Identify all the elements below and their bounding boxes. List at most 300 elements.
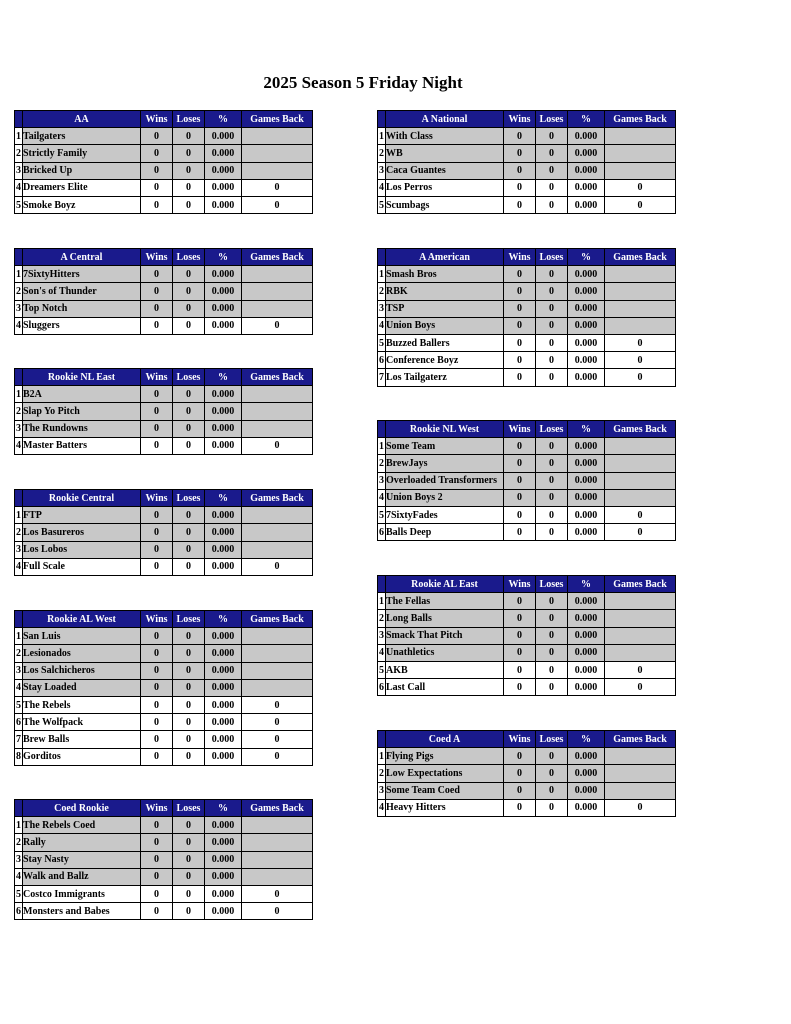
wins-cell: 0 — [504, 782, 536, 799]
percent-cell: 0.000 — [205, 817, 242, 834]
rank-cell: 2 — [15, 283, 23, 300]
games-back-cell — [242, 662, 313, 679]
team-name: Top Notch — [23, 300, 141, 317]
table-row — [378, 369, 676, 386]
percent-cell: 0.000 — [568, 748, 605, 765]
games-back-cell: 0 — [242, 903, 313, 920]
loses-cell: 0 — [536, 438, 568, 455]
rank-cell: 2 — [378, 610, 386, 627]
table-row — [378, 489, 676, 506]
percent-cell: 0.000 — [568, 283, 605, 300]
team-name: Los Salchicheros — [23, 662, 141, 679]
standings-table-rookie-al-east — [377, 575, 676, 696]
team-name: 7SixtyFades — [386, 506, 504, 523]
column-header-percent: % — [205, 490, 242, 507]
table-row — [378, 627, 676, 644]
loses-cell: 0 — [536, 266, 568, 283]
page-title: 2025 Season 5 Friday Night — [263, 73, 463, 92]
wins-cell: 0 — [141, 851, 173, 868]
loses-cell: 0 — [536, 369, 568, 386]
loses-cell: 0 — [173, 817, 205, 834]
percent-cell: 0.000 — [568, 266, 605, 283]
rank-cell: 4 — [378, 489, 386, 506]
games-back-cell — [242, 162, 313, 179]
column-header-wins: Wins — [504, 731, 536, 748]
table-row — [15, 868, 313, 885]
division-name: Rookie NL West — [386, 421, 504, 438]
percent-cell: 0.000 — [205, 403, 242, 420]
wins-cell: 0 — [504, 128, 536, 145]
division-name: Rookie AL East — [386, 576, 504, 593]
loses-cell: 0 — [536, 196, 568, 213]
games-back-cell: 0 — [605, 196, 676, 213]
rank-cell: 1 — [15, 386, 23, 403]
wins-cell: 0 — [504, 506, 536, 523]
standings-table-rookie-al-west — [14, 610, 313, 766]
rank-cell: 3 — [378, 782, 386, 799]
wins-cell: 0 — [141, 817, 173, 834]
table-row — [378, 334, 676, 351]
table-row — [378, 352, 676, 369]
column-header-games-back: Games Back — [605, 731, 676, 748]
rank-cell: 1 — [378, 266, 386, 283]
wins-cell: 0 — [141, 731, 173, 748]
percent-cell: 0.000 — [568, 610, 605, 627]
rank-cell: 5 — [15, 885, 23, 902]
rank-cell: 2 — [378, 455, 386, 472]
loses-cell: 0 — [173, 696, 205, 713]
loses-cell: 0 — [173, 162, 205, 179]
table-row — [15, 317, 313, 334]
percent-cell: 0.000 — [205, 283, 242, 300]
wins-cell: 0 — [141, 300, 173, 317]
percent-cell: 0.000 — [568, 179, 605, 196]
table-row — [378, 661, 676, 678]
rank-cell: 3 — [378, 300, 386, 317]
wins-cell: 0 — [141, 179, 173, 196]
rank-cell: 1 — [15, 628, 23, 645]
percent-cell: 0.000 — [205, 317, 242, 334]
header-rank-cell — [378, 731, 386, 748]
rank-cell: 6 — [378, 524, 386, 541]
wins-cell: 0 — [141, 524, 173, 541]
rank-cell: 2 — [15, 645, 23, 662]
percent-cell: 0.000 — [568, 455, 605, 472]
wins-cell: 0 — [504, 266, 536, 283]
percent-cell: 0.000 — [205, 196, 242, 213]
rank-cell: 3 — [15, 420, 23, 437]
loses-cell: 0 — [536, 317, 568, 334]
percent-cell: 0.000 — [205, 748, 242, 765]
wins-cell: 0 — [504, 799, 536, 816]
loses-cell: 0 — [536, 610, 568, 627]
team-name: Conference Boyz — [386, 352, 504, 369]
table-row — [15, 300, 313, 317]
table-row — [378, 765, 676, 782]
loses-cell: 0 — [173, 507, 205, 524]
table-row — [15, 179, 313, 196]
team-name: Smoke Boyz — [23, 196, 141, 213]
rank-cell: 6 — [378, 352, 386, 369]
games-back-cell: 0 — [242, 885, 313, 902]
header-rank-cell — [15, 369, 23, 386]
wins-cell: 0 — [141, 283, 173, 300]
rank-cell: 4 — [378, 179, 386, 196]
games-back-cell: 0 — [242, 731, 313, 748]
games-back-cell — [605, 748, 676, 765]
column-header-games-back: Games Back — [242, 490, 313, 507]
team-name: Last Call — [386, 679, 504, 696]
division-name: Rookie AL West — [23, 611, 141, 628]
games-back-cell — [242, 834, 313, 851]
games-back-cell: 0 — [242, 714, 313, 731]
games-back-cell — [242, 679, 313, 696]
standings-table-coed-a — [377, 730, 676, 817]
team-name: Some Team Coed — [386, 782, 504, 799]
games-back-cell — [605, 283, 676, 300]
team-name: Stay Nasty — [23, 851, 141, 868]
table-row — [15, 283, 313, 300]
wins-cell: 0 — [504, 661, 536, 678]
column-header-games-back: Games Back — [242, 111, 313, 128]
games-back-cell — [605, 438, 676, 455]
games-back-cell — [605, 644, 676, 661]
column-header-loses: Loses — [536, 731, 568, 748]
team-name: Smack That Pitch — [386, 627, 504, 644]
loses-cell: 0 — [536, 679, 568, 696]
standings-table-coed-rookie — [14, 799, 313, 920]
loses-cell: 0 — [173, 868, 205, 885]
team-name: 7SixtyHitters — [23, 266, 141, 283]
percent-cell: 0.000 — [205, 266, 242, 283]
wins-cell: 0 — [141, 403, 173, 420]
percent-cell: 0.000 — [568, 524, 605, 541]
table-row — [378, 438, 676, 455]
team-name: Rally — [23, 834, 141, 851]
column-header-games-back: Games Back — [242, 369, 313, 386]
percent-cell: 0.000 — [568, 334, 605, 351]
wins-cell: 0 — [141, 748, 173, 765]
percent-cell: 0.000 — [568, 300, 605, 317]
team-name: Buzzed Ballers — [386, 334, 504, 351]
percent-cell: 0.000 — [568, 472, 605, 489]
column-header-loses: Loses — [536, 111, 568, 128]
team-name: Full Scale — [23, 558, 141, 575]
rank-cell: 2 — [378, 145, 386, 162]
wins-cell: 0 — [504, 765, 536, 782]
table-row — [15, 437, 313, 454]
column-header-wins: Wins — [504, 421, 536, 438]
games-back-cell — [242, 300, 313, 317]
games-back-cell: 0 — [242, 179, 313, 196]
percent-cell: 0.000 — [568, 765, 605, 782]
table-row — [378, 283, 676, 300]
percent-cell: 0.000 — [205, 662, 242, 679]
wins-cell: 0 — [141, 507, 173, 524]
wins-cell: 0 — [504, 162, 536, 179]
team-name: Long Balls — [386, 610, 504, 627]
table-row — [15, 524, 313, 541]
table-row — [15, 128, 313, 145]
column-header-percent: % — [568, 111, 605, 128]
rank-cell: 5 — [15, 696, 23, 713]
rank-cell: 2 — [15, 145, 23, 162]
team-name: Balls Deep — [386, 524, 504, 541]
wins-cell: 0 — [504, 472, 536, 489]
rank-cell: 4 — [15, 679, 23, 696]
column-header-wins: Wins — [141, 611, 173, 628]
percent-cell: 0.000 — [568, 593, 605, 610]
loses-cell: 0 — [173, 386, 205, 403]
wins-cell: 0 — [141, 679, 173, 696]
percent-cell: 0.000 — [205, 420, 242, 437]
games-back-cell — [242, 145, 313, 162]
games-back-cell: 0 — [605, 179, 676, 196]
wins-cell: 0 — [504, 196, 536, 213]
rank-cell: 3 — [378, 162, 386, 179]
table-row — [15, 386, 313, 403]
rank-cell: 4 — [15, 868, 23, 885]
wins-cell: 0 — [504, 593, 536, 610]
team-name: The Rundowns — [23, 420, 141, 437]
loses-cell: 0 — [173, 834, 205, 851]
rank-cell: 3 — [378, 627, 386, 644]
division-name: Coed A — [386, 731, 504, 748]
standings-table-a-central — [14, 248, 313, 335]
percent-cell: 0.000 — [568, 162, 605, 179]
team-name: Los Basureros — [23, 524, 141, 541]
division-name: Coed Rookie — [23, 800, 141, 817]
rank-cell: 3 — [378, 472, 386, 489]
loses-cell: 0 — [536, 145, 568, 162]
wins-cell: 0 — [141, 266, 173, 283]
rank-cell: 4 — [15, 437, 23, 454]
standings-table-a-national — [377, 110, 676, 214]
rank-cell: 1 — [15, 128, 23, 145]
team-name: B2A — [23, 386, 141, 403]
header-rank-cell — [15, 111, 23, 128]
table-row — [15, 541, 313, 558]
column-header-percent: % — [205, 369, 242, 386]
column-header-wins: Wins — [141, 249, 173, 266]
loses-cell: 0 — [173, 403, 205, 420]
wins-cell: 0 — [504, 352, 536, 369]
table-row — [378, 610, 676, 627]
team-name: RBK — [386, 283, 504, 300]
rank-cell: 6 — [15, 903, 23, 920]
team-name: The Rebels — [23, 696, 141, 713]
rank-cell: 2 — [378, 283, 386, 300]
games-back-cell — [242, 817, 313, 834]
header-rank-cell — [15, 249, 23, 266]
percent-cell: 0.000 — [205, 558, 242, 575]
team-name: Bricked Up — [23, 162, 141, 179]
percent-cell: 0.000 — [568, 661, 605, 678]
loses-cell: 0 — [173, 145, 205, 162]
table-row — [15, 628, 313, 645]
wins-cell: 0 — [141, 317, 173, 334]
rank-cell: 3 — [15, 300, 23, 317]
column-header-loses: Loses — [173, 369, 205, 386]
games-back-cell — [605, 300, 676, 317]
table-row — [15, 679, 313, 696]
rank-cell: 2 — [15, 403, 23, 420]
games-back-cell — [605, 455, 676, 472]
team-name: Walk and Ballz — [23, 868, 141, 885]
table-row — [378, 644, 676, 661]
wins-cell: 0 — [141, 541, 173, 558]
team-name: The Fellas — [386, 593, 504, 610]
team-name: Low Expectations — [386, 765, 504, 782]
rank-cell: 1 — [15, 266, 23, 283]
games-back-cell: 0 — [605, 799, 676, 816]
percent-cell: 0.000 — [205, 437, 242, 454]
column-header-wins: Wins — [504, 111, 536, 128]
table-row — [378, 524, 676, 541]
wins-cell: 0 — [504, 300, 536, 317]
column-header-loses: Loses — [536, 576, 568, 593]
rank-cell: 3 — [15, 851, 23, 868]
loses-cell: 0 — [173, 903, 205, 920]
table-row — [378, 748, 676, 765]
percent-cell: 0.000 — [205, 628, 242, 645]
percent-cell: 0.000 — [205, 696, 242, 713]
team-name: The Wolfpack — [23, 714, 141, 731]
team-name: Flying Pigs — [386, 748, 504, 765]
loses-cell: 0 — [536, 782, 568, 799]
wins-cell: 0 — [141, 628, 173, 645]
table-row — [15, 196, 313, 213]
wins-cell: 0 — [504, 438, 536, 455]
table-row — [378, 782, 676, 799]
percent-cell: 0.000 — [205, 834, 242, 851]
division-name: Rookie Central — [23, 490, 141, 507]
percent-cell: 0.000 — [568, 369, 605, 386]
percent-cell: 0.000 — [568, 317, 605, 334]
team-name: Scumbags — [386, 196, 504, 213]
loses-cell: 0 — [173, 748, 205, 765]
loses-cell: 0 — [536, 179, 568, 196]
percent-cell: 0.000 — [568, 644, 605, 661]
loses-cell: 0 — [536, 352, 568, 369]
table-row — [15, 662, 313, 679]
percent-cell: 0.000 — [205, 300, 242, 317]
column-header-loses: Loses — [173, 111, 205, 128]
loses-cell: 0 — [536, 300, 568, 317]
column-header-games-back: Games Back — [242, 611, 313, 628]
games-back-cell: 0 — [605, 369, 676, 386]
rank-cell: 4 — [15, 317, 23, 334]
rank-cell: 5 — [378, 196, 386, 213]
team-name: Los Lobos — [23, 541, 141, 558]
games-back-cell — [605, 782, 676, 799]
standings-table-aa — [14, 110, 313, 214]
rank-cell: 4 — [15, 179, 23, 196]
loses-cell: 0 — [173, 420, 205, 437]
loses-cell: 0 — [173, 731, 205, 748]
loses-cell: 0 — [536, 506, 568, 523]
rank-cell: 4 — [378, 317, 386, 334]
column-header-wins: Wins — [504, 249, 536, 266]
games-back-cell — [242, 128, 313, 145]
loses-cell: 0 — [536, 334, 568, 351]
games-back-cell — [242, 868, 313, 885]
wins-cell: 0 — [141, 645, 173, 662]
games-back-cell: 0 — [605, 679, 676, 696]
loses-cell: 0 — [173, 541, 205, 558]
loses-cell: 0 — [173, 300, 205, 317]
wins-cell: 0 — [141, 885, 173, 902]
games-back-cell: 0 — [242, 748, 313, 765]
team-name: Union Boys 2 — [386, 489, 504, 506]
games-back-cell: 0 — [242, 558, 313, 575]
loses-cell: 0 — [536, 128, 568, 145]
header-rank-cell — [378, 421, 386, 438]
rank-cell: 2 — [378, 765, 386, 782]
percent-cell: 0.000 — [568, 128, 605, 145]
team-name: FTP — [23, 507, 141, 524]
games-back-cell — [242, 524, 313, 541]
team-name: Lesionados — [23, 645, 141, 662]
games-back-cell: 0 — [605, 524, 676, 541]
wins-cell: 0 — [141, 145, 173, 162]
team-name: San Luis — [23, 628, 141, 645]
wins-cell: 0 — [141, 903, 173, 920]
games-back-cell — [242, 386, 313, 403]
games-back-cell — [605, 145, 676, 162]
percent-cell: 0.000 — [568, 438, 605, 455]
wins-cell: 0 — [504, 748, 536, 765]
games-back-cell — [605, 317, 676, 334]
table-row — [15, 748, 313, 765]
games-back-cell: 0 — [242, 317, 313, 334]
column-header-loses: Loses — [536, 249, 568, 266]
games-back-cell — [605, 128, 676, 145]
loses-cell: 0 — [173, 524, 205, 541]
team-name: Stay Loaded — [23, 679, 141, 696]
column-header-percent: % — [568, 576, 605, 593]
loses-cell: 0 — [173, 128, 205, 145]
games-back-cell: 0 — [242, 696, 313, 713]
column-header-loses: Loses — [173, 611, 205, 628]
team-name: Master Batters — [23, 437, 141, 454]
loses-cell: 0 — [536, 644, 568, 661]
team-name: WB — [386, 145, 504, 162]
column-header-games-back: Games Back — [605, 249, 676, 266]
team-name: Brew Balls — [23, 731, 141, 748]
loses-cell: 0 — [173, 662, 205, 679]
column-header-loses: Loses — [536, 421, 568, 438]
games-back-cell: 0 — [605, 506, 676, 523]
percent-cell: 0.000 — [205, 851, 242, 868]
column-header-percent: % — [205, 800, 242, 817]
table-row — [15, 903, 313, 920]
team-name: Strictly Family — [23, 145, 141, 162]
wins-cell: 0 — [504, 524, 536, 541]
wins-cell: 0 — [141, 437, 173, 454]
percent-cell: 0.000 — [568, 145, 605, 162]
team-name: Tailgaters — [23, 128, 141, 145]
team-name: BrewJays — [386, 455, 504, 472]
division-name: A Central — [23, 249, 141, 266]
team-name: Gorditos — [23, 748, 141, 765]
team-name: Overloaded Transformers — [386, 472, 504, 489]
rank-cell: 2 — [15, 524, 23, 541]
table-row — [15, 145, 313, 162]
percent-cell: 0.000 — [205, 679, 242, 696]
column-header-percent: % — [205, 249, 242, 266]
table-row — [378, 472, 676, 489]
